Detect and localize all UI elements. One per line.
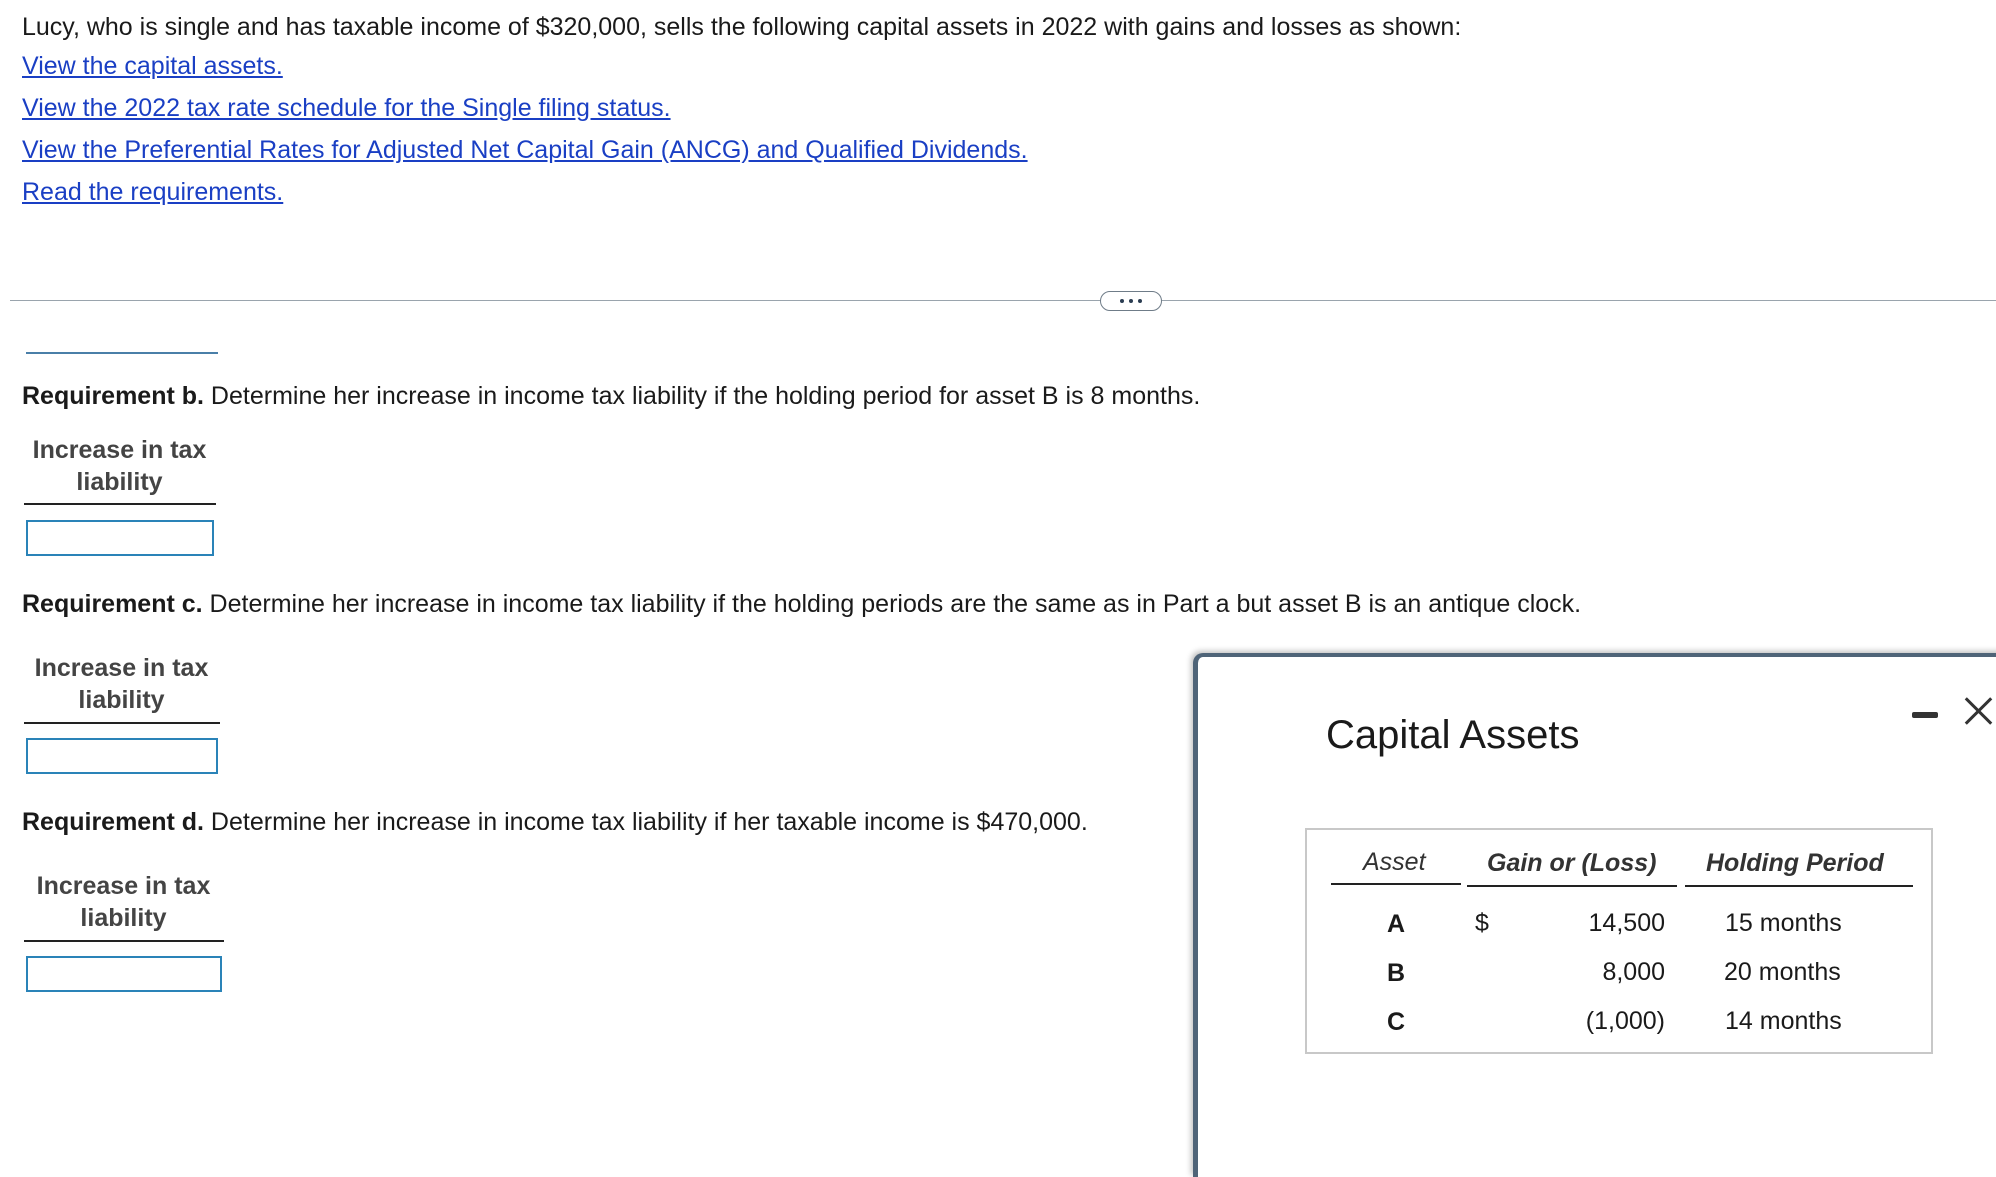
requirement-d-column-header: Increase in tax liability	[36, 872, 211, 932]
column-rule	[24, 722, 220, 724]
requirement-c-text: Determine her increase in income tax liability if the holding periods are the same as in Part a but asset B is an antique clock.	[202, 590, 1582, 618]
table-row-period: 20 months	[1724, 958, 1841, 986]
ellipsis-icon	[1120, 299, 1124, 303]
minimize-button[interactable]	[1909, 706, 1939, 722]
requirement-c-label: Requirement c.	[22, 590, 203, 618]
close-icon[interactable]	[1961, 693, 1996, 729]
requirement-c	[22, 590, 1581, 619]
view-preferential-rates-link[interactable]: View the Preferential Rates for Adjusted Net Capital Gain (ANCG) and Qualified Dividends.	[22, 136, 1028, 164]
header-rule	[1685, 885, 1913, 887]
column-rule	[24, 503, 216, 505]
capital-assets-table	[1305, 828, 1933, 1054]
requirement-d-answer-input[interactable]	[26, 956, 222, 992]
ellipsis-dot	[1138, 299, 1142, 303]
previous-answer-underline	[26, 349, 218, 354]
section-divider	[10, 300, 1996, 301]
view-tax-schedule-link[interactable]: View the 2022 tax rate schedule for the Single filing status.	[22, 94, 671, 122]
expand-more-button[interactable]	[1100, 291, 1162, 311]
currency-symbol: $	[1475, 909, 1489, 937]
header-holding-period: Holding Period	[1706, 849, 1884, 877]
requirement-b-column-header: Increase in tax liability	[32, 436, 207, 496]
table-row-asset: C	[1386, 1008, 1406, 1036]
requirement-d-text: Determine her increase in income tax liability if her taxable income is $470,000.	[203, 808, 1088, 836]
requirement-b-answer-input[interactable]	[26, 520, 214, 556]
requirement-b-text: Determine her increase in income tax liability if the holding period for asset B is 8 months.	[203, 382, 1201, 410]
table-row-gain: (1,000)	[1585, 1007, 1665, 1035]
ellipsis-dot	[1129, 299, 1133, 303]
table-row-period: 15 months	[1725, 909, 1842, 937]
table-row-period: 14 months	[1725, 1007, 1842, 1035]
header-rule	[1331, 883, 1461, 885]
popup-title: Capital Assets	[1326, 713, 1580, 757]
table-row-asset: B	[1386, 959, 1406, 987]
minimize-icon	[1912, 712, 1938, 718]
column-rule	[24, 940, 224, 942]
requirement-b	[22, 382, 1200, 411]
read-requirements-link[interactable]: Read the requirements.	[22, 178, 284, 206]
problem-statement: Lucy, who is single and has taxable income of $320,000, sells the following capital assets in 2022 with gains and losses as shown:	[22, 13, 1462, 41]
header-rule	[1467, 885, 1677, 887]
requirement-d	[22, 808, 1088, 837]
requirement-c-answer-input[interactable]	[26, 738, 218, 774]
requirement-b-label: Requirement b.	[22, 382, 204, 410]
table-row-gain: 14,500	[1588, 909, 1665, 937]
requirement-d-label: Requirement d.	[22, 808, 204, 836]
table-row-gain: 8,000	[1602, 958, 1665, 986]
capital-assets-popup	[1193, 653, 1996, 1177]
header-gain: Gain or (Loss)	[1487, 849, 1657, 877]
requirement-c-column-header: Increase in tax liability	[34, 654, 209, 714]
header-asset: Asset	[1363, 848, 1426, 876]
view-capital-assets-link[interactable]: View the capital assets.	[22, 52, 283, 80]
table-row-asset: A	[1386, 910, 1406, 938]
